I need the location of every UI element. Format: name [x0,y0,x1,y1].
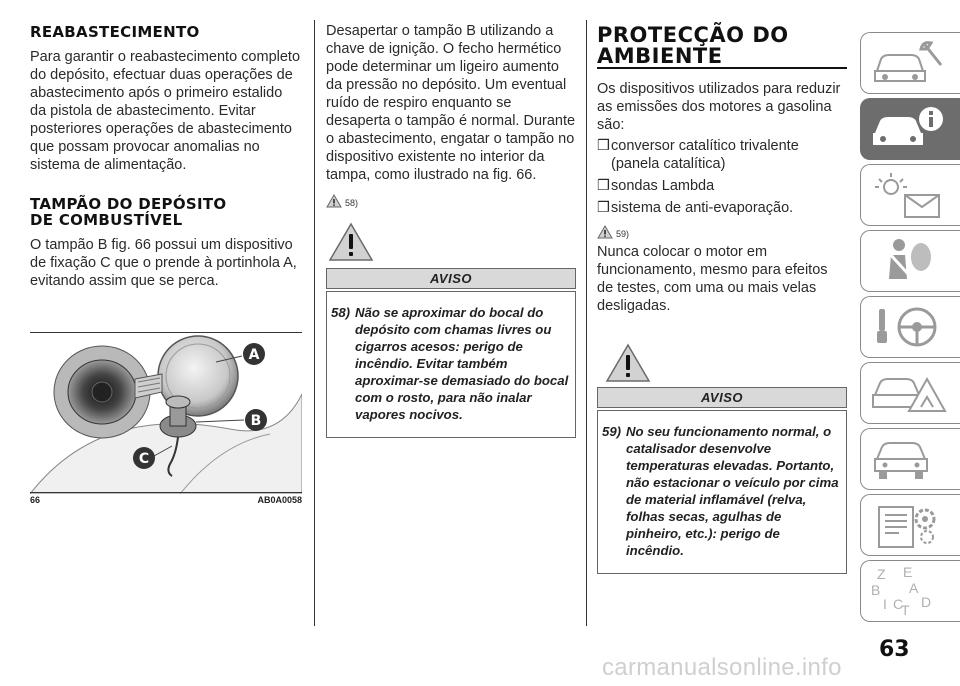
list-item: ❒ sondas Lambda [597,178,715,194]
index-letter: A [909,580,919,596]
section-heading-ambiente [597,25,847,69]
steering-wheel-icon [869,301,949,353]
aviso-text: Não se aproximar do bocal do depósito com chamas livres ou cigarros acesos: perigo de incêndio. Evitar também aproximar-se demasiado do bocal com o rosto, para não inalar vapores nocivos. [355,305,569,422]
paragraph-desapertar: Desapertar o tampão B utilizando a chave de ignição. O fecho hermético pode determinar um ligeiro aumento da pressão no depósito. Um eventual ruído de respiro enquanto se desaperta o tampão é normal. Durante o abastecimento, engatar o tampão no dispositivo existente no interior da tampa, como ilustrado na fig. 66. [326,23,576,183]
figure-caption [30,495,302,505]
page-number: 63 [879,637,910,662]
list-item: ❒ conversor catalítico trivalente (panela catalítica) [597,138,799,172]
bullet-list [597,137,847,217]
index-letter: D [921,594,932,610]
index-letter: I [883,596,887,612]
warning-triangle-icon [605,343,651,383]
aviso-header-58: AVISO [326,268,576,289]
column-left [30,0,302,290]
aviso-item-58 [331,304,569,423]
heading-line-2: DE COMBUSTÍVEL [30,211,183,229]
column-right [597,0,847,574]
car-service-icon [869,433,949,485]
figure-66 [30,332,302,510]
note-reference-58 [326,190,576,208]
figure-top-rule [30,332,302,333]
index-letter: T [901,602,910,617]
paragraph-dispositivos: Os dispositivos utilizados para reduzir as emissões dos motores a gasolina são: [597,81,841,133]
heading-line-2: AMBIENTE [597,46,847,69]
note-ref-text: 59) [616,229,630,239]
tab-chapter-9[interactable] [860,560,960,622]
aviso-text: No seu funcionamento normal, o catalisador desenvolve temperaturas elevadas. Portanto, não estacionar o veículo por cima de material inflamável (relva, folhas secas, agulhas de pinheiro, etc.): perigo de incêndio. [626,424,839,558]
note-reference-59 [597,221,847,239]
fuel-cap-illustration [30,334,302,494]
note-ref-text: 58) [345,198,359,208]
index-letter: B [871,582,881,598]
list-item: ❒ sistema de anti-evaporação. [597,200,794,216]
car-warning-triangle-icon [869,367,949,419]
index-letter: C [893,596,904,612]
aviso-number: 58) [331,305,351,320]
heading-line-1: PROTECÇÃO DO [597,23,789,47]
tab-chapter-6[interactable] [860,362,960,424]
aviso-number: 59) [602,424,622,439]
aviso-item-59 [602,423,840,559]
heading-line-1: TAMPÃO DO DEPÓSITO [30,195,227,213]
watermark: carmanualsonline.info [602,654,842,681]
warning-triangle-icon [328,222,374,262]
column-middle [326,0,576,438]
paragraph-tampao: O tampão B fig. 66 possui um dispositivo de fixação C que o prende à portinhola A, evitando assim que se perca. [30,237,297,289]
car-info-icon [869,103,949,155]
car-wrench-icon [869,37,949,89]
warning-light-envelope-icon [869,169,949,221]
label-a: A [248,347,260,363]
tab-chapter-1[interactable] [860,32,960,94]
section-heading-tampao [30,196,302,228]
figure-number: 66 [30,495,41,505]
label-b: B [250,413,262,429]
paragraph-reabastecimento: Para garantir o reabastecimento completo do depósito, efectuar duas operações de abastecimento após o primeiro estalido da pistola de abastecimento. Evitar posteriores operações de abastecimento que possam provocar anomalias no sistema de alimentação. [30,49,301,173]
index-letter: E [903,565,913,580]
index-letter: Z [877,566,886,582]
column-divider-2 [586,20,587,626]
warning-small-icon [597,225,613,239]
warning-small-icon [326,194,342,208]
label-c: C [138,451,150,467]
section-heading-reabastecimento: REABASTECIMENTO [30,23,200,41]
specs-gear-icon [869,499,949,551]
figure-bottom-rule [30,492,302,493]
tab-chapter-3[interactable] [860,164,960,226]
tab-chapter-7[interactable] [860,428,960,490]
tab-chapter-8[interactable] [860,494,960,556]
seatbelt-airbag-icon [869,235,949,287]
tab-chapter-5[interactable] [860,296,960,358]
aviso-header-59: AVISO [597,387,847,408]
column-divider-1 [314,20,315,626]
aviso-box-59 [597,410,847,574]
tab-chapter-4[interactable] [860,230,960,292]
alphabet-index-icon [869,565,949,617]
aviso-box-58 [326,291,576,438]
tab-chapter-2[interactable] [860,98,960,160]
figure-code: AB0A0058 [257,495,302,505]
paragraph-nunca: Nunca colocar o motor em funcionamento, mesmo para efeitos de testes, com uma ou mais velas desligadas. [597,244,828,314]
